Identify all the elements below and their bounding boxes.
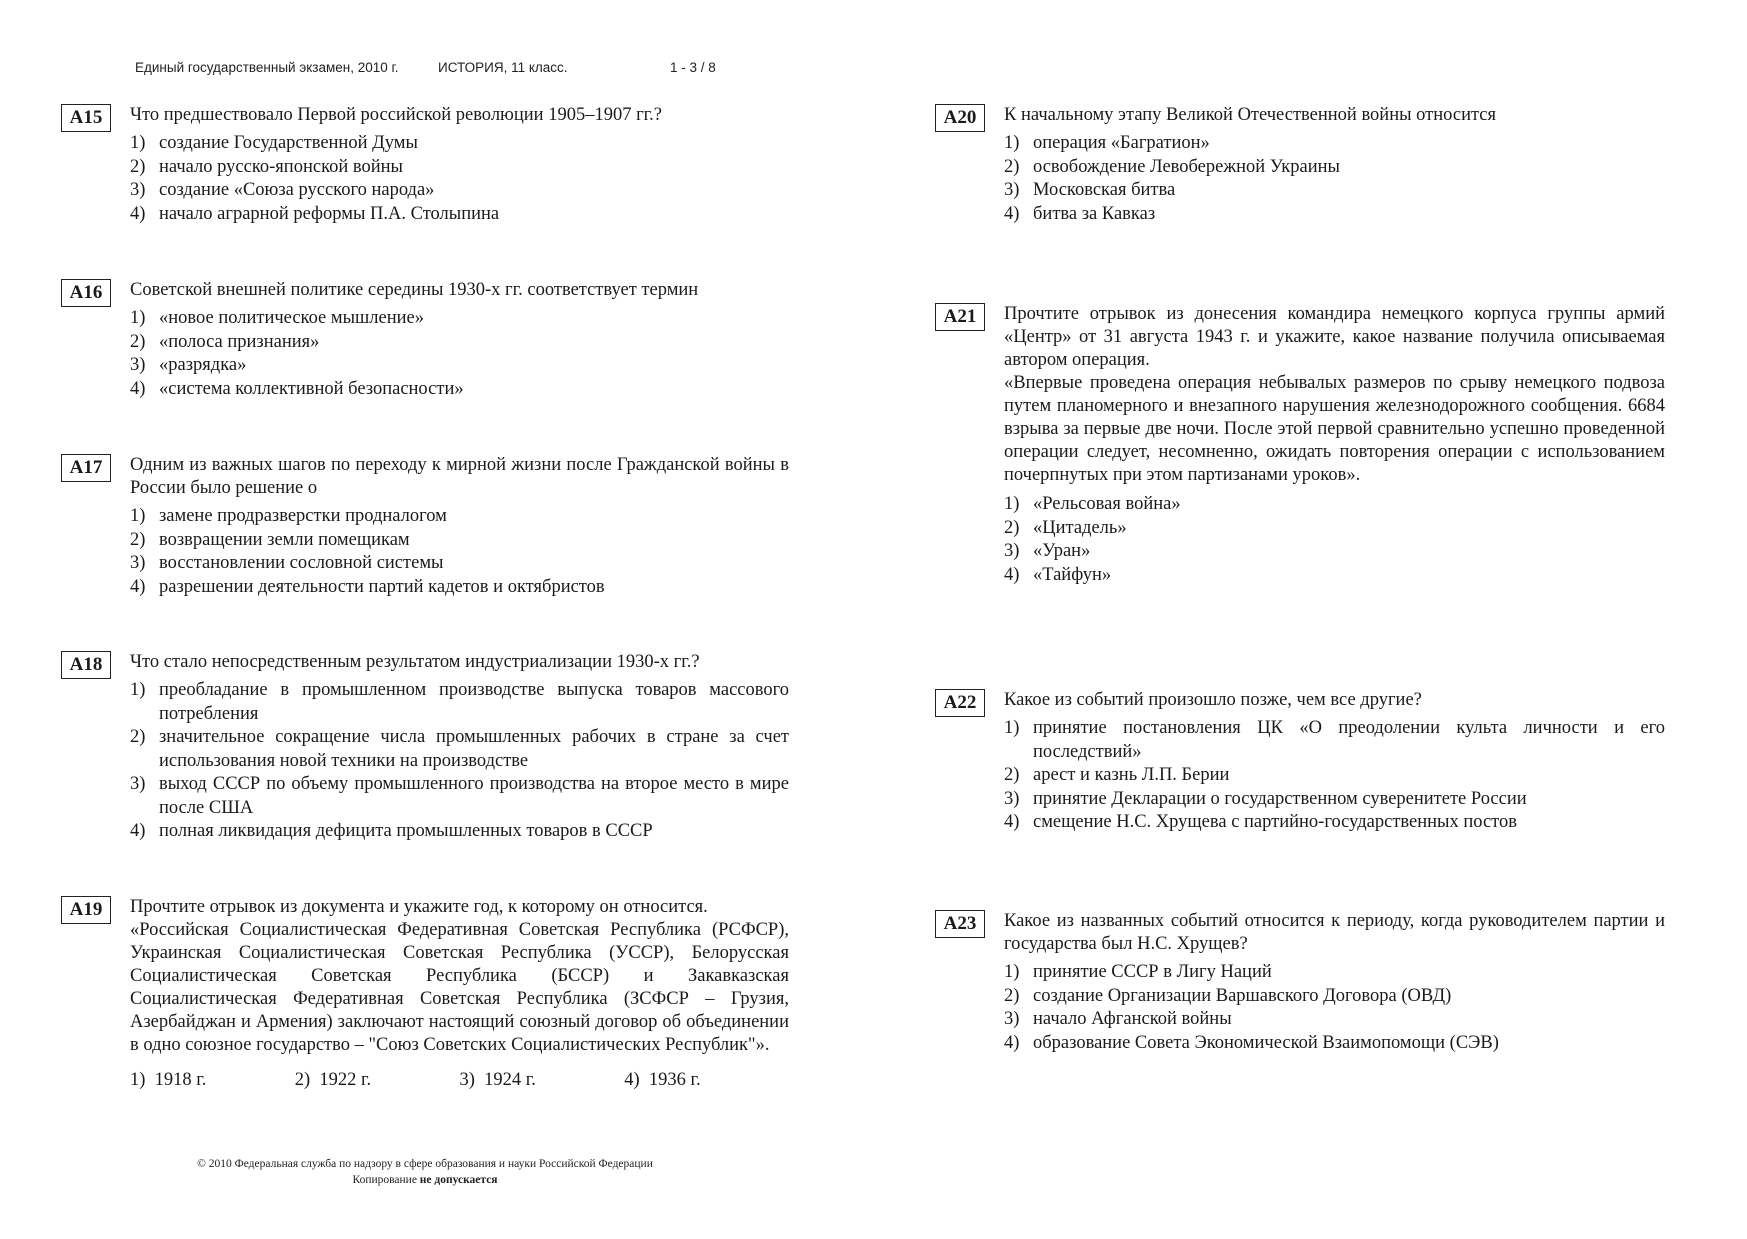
task-question: Прочтите отрывок из донесения командира немецкого корпуса группы армий «Центр» от 31 августа 1943 г. и укажите, какое название получила описываемая автором операция.: [1004, 304, 1665, 370]
answer-option[interactable]: 3) 1924 г.: [459, 1070, 536, 1090]
task-question: Советской внешней политике середины 1930-х гг. соответствует термин: [130, 280, 699, 300]
answer-option[interactable]: 1) «Рельсовая война»: [1004, 494, 1181, 514]
document-excerpt: «Впервые проведена операция небывалых размеров по срыву немецкого подвоза путем планомерного и внезапного нарушения железнодорожного сообщения. 6684 взрыва за первые две ночи. После этой первой сравнительно успешно проведенной операции следует, несомненно, ожидать повторения операции с использованием почерпнутых при этом партизанами уроков».: [1004, 373, 1665, 485]
answer-option[interactable]: 1) принятие постановления ЦК «О преодолении культа личности и его последствий»: [1004, 718, 1665, 762]
task-label: A22: [935, 689, 985, 717]
answer-option[interactable]: 3) создание «Союза русского народа»: [130, 180, 435, 200]
task-question: Что предшествовало Первой российской революции 1905–1907 гг.?: [130, 105, 662, 125]
answer-option[interactable]: 1) преобладание в промышленном производстве выпуска товаров массового потребления: [130, 680, 789, 724]
exam-title: Единый государственный экзамен, 2010 г.: [135, 60, 399, 75]
page-footer: [135, 1156, 715, 1188]
task-question: Какое из событий произошло позже, чем все другие?: [1004, 690, 1422, 710]
page-number: 1 - 3 / 8: [670, 60, 716, 75]
task-label: A20: [935, 104, 985, 132]
answer-option[interactable]: 2) арест и казнь Л.П. Берии: [1004, 765, 1230, 785]
answer-option[interactable]: 2) значительное сокращение числа промышленных рабочих в стране за счет использования новой техники на производстве: [130, 727, 789, 771]
answer-option[interactable]: 4) битва за Кавказ: [1004, 203, 1156, 224]
task-question: Какое из названных событий относится к периоду, когда руководителем партии и государства был Н.С. Хрущев?: [1004, 911, 1665, 954]
answer-option[interactable]: 4) 1936 г.: [624, 1070, 701, 1090]
answer-option[interactable]: 3) выход СССР по объему промышленного производства на второе место в мире после США: [130, 774, 789, 818]
answer-option[interactable]: 3) «разрядка»: [130, 355, 247, 375]
answer-option[interactable]: 3) Московская битва: [1004, 180, 1176, 200]
task-label: A23: [935, 910, 985, 938]
answer-options: [130, 505, 789, 599]
answer-option[interactable]: 3) начало Афганской войны: [1004, 1009, 1232, 1029]
answer-option[interactable]: 4) образование Совета Экономической Взаимопомощи (СЭВ): [1004, 1032, 1499, 1053]
copyright-notice: © 2010 Федеральная служба по надзору в сфере образования и науки Российской Федерации: [197, 1158, 653, 1170]
answer-option[interactable]: 4) начало аграрной реформы П.А. Столыпина: [130, 203, 500, 224]
answer-options: [130, 132, 789, 226]
answer-option[interactable]: 2) 1922 г.: [294, 1070, 372, 1090]
task-label: A15: [61, 104, 111, 132]
answer-option[interactable]: 3) «Уран»: [1004, 541, 1091, 561]
answer-options: [1004, 717, 1665, 835]
task-label: A21: [935, 303, 985, 331]
task-label: A17: [61, 454, 111, 482]
answer-options: [130, 679, 789, 844]
answer-option[interactable]: 2) освобождение Левобережной Украины: [1004, 156, 1340, 177]
answer-option[interactable]: 2) «полоса признания»: [130, 331, 320, 352]
answer-option[interactable]: 1) 1918 г.: [130, 1070, 207, 1090]
answer-option[interactable]: 2) возвращении земли помещикам: [130, 529, 410, 550]
answer-options: [130, 1069, 789, 1092]
exam-subject: ИСТОРИЯ, 11 класс.: [438, 60, 568, 75]
copy-restriction: Копирование не допускается: [352, 1174, 498, 1186]
document-excerpt: «Российская Социалистическая Федеративная Советская Республика (РСФСР), Украинская Социалистическая Советская Республика (УССР), Белорусская Социалистическая Советская Республика (БССР) и Закавказская Социалистическая Федеративная Советская Республика (ЗСФСР – Грузия, Азербайджан и Армения) заключают настоящий союзный договор об объединении в одно союзное государство – "Союз Советских Социалистических Республик"».: [130, 920, 789, 1055]
answer-option[interactable]: 2) создание Организации Варшавского Договора (ОВД): [1004, 985, 1452, 1006]
task-label: A16: [61, 279, 111, 307]
answer-option[interactable]: 4) «Тайфун»: [1004, 564, 1112, 585]
answer-option[interactable]: 4) смещение Н.С. Хрущева с партийно-государственных постов: [1004, 812, 1517, 832]
answer-option[interactable]: 4) полная ликвидация дефицита промышленных товаров в СССР: [130, 821, 653, 841]
answer-option[interactable]: 1) принятие СССР в Лигу Наций: [1004, 962, 1272, 982]
answer-option[interactable]: 3) принятие Декларации о государственном суверенитете России: [1004, 788, 1527, 809]
answer-option[interactable]: 1) операция «Багратион»: [1004, 133, 1210, 153]
answer-options: [1004, 132, 1665, 226]
answer-options: [1004, 961, 1665, 1055]
answer-option[interactable]: 1) замене продразверстки продналогом: [130, 506, 447, 526]
answer-option[interactable]: 3) восстановлении сословной системы: [130, 553, 444, 573]
task-question: Прочтите отрывок из документа и укажите год, к которому он относится.: [130, 897, 708, 917]
answer-options: [1004, 493, 1665, 587]
task-question: Одним из важных шагов по переходу к мирной жизни после Гражданской войны в России было решение о: [130, 455, 789, 498]
answer-option[interactable]: 1) «новое политическое мышление»: [130, 308, 424, 328]
answer-options: [130, 307, 789, 401]
answer-option[interactable]: 4) «система коллективной безопасности»: [130, 378, 464, 399]
answer-option[interactable]: 2) начало русско-японской войны: [130, 156, 403, 177]
answer-option[interactable]: 1) создание Государственной Думы: [130, 133, 418, 153]
task-question: К начальному этапу Великой Отечественной войны относится: [1004, 105, 1497, 125]
answer-option[interactable]: 4) разрешении деятельности партий кадетов и октябристов: [130, 576, 605, 597]
answer-option[interactable]: 2) «Цитадель»: [1004, 517, 1127, 538]
task-label: A19: [61, 896, 111, 924]
task-question: Что стало непосредственным результатом индустриализации 1930-х гг.?: [130, 652, 700, 672]
task-label: A18: [61, 651, 111, 679]
